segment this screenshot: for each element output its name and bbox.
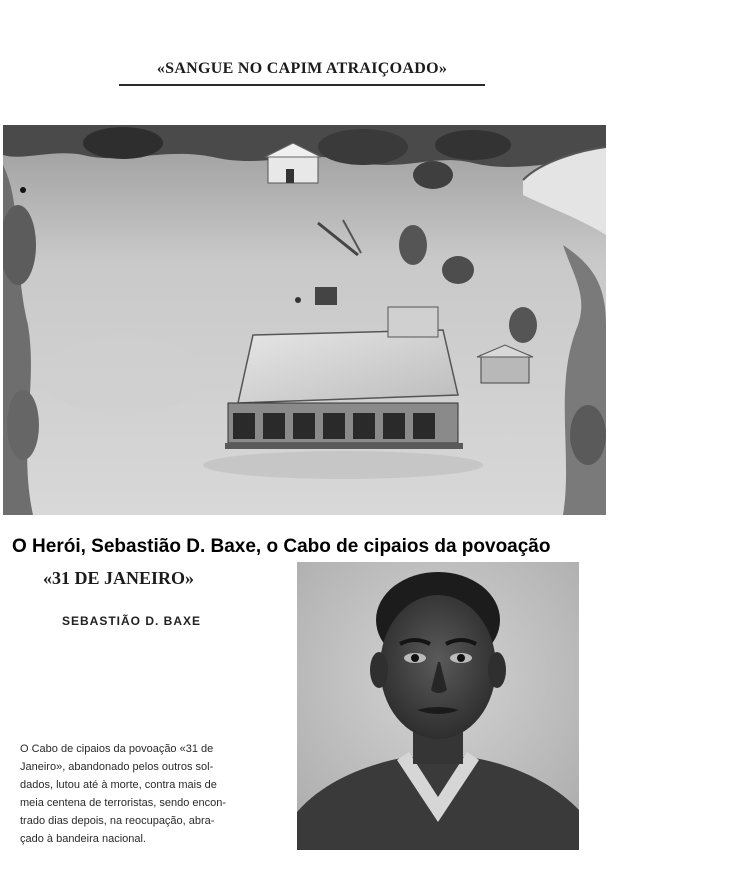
body-line: çado à bandeira nacional. xyxy=(20,833,146,845)
photo-caption: O Herói, Sebastião D. Baxe, o Cabo de cipaios da povoação xyxy=(12,536,551,557)
date-title: «31 DE JANEIRO» xyxy=(43,568,195,588)
headline: «SANGUE NO CAPIM ATRAIÇOADO» xyxy=(156,60,448,77)
body-line: trado dias depois, na reocupação, abra- xyxy=(20,815,215,827)
body-line: O Cabo de cipaios da povoação «31 de xyxy=(20,743,214,755)
headline-underline xyxy=(119,84,485,86)
body-line: dados, lutou até à morte, contra mais de xyxy=(20,779,217,791)
body-line: meia centena de terroristas, sendo encon- xyxy=(20,797,227,809)
aerial-photo xyxy=(3,125,606,515)
portrait-photo xyxy=(297,562,579,850)
body-paragraph xyxy=(20,740,272,848)
subject-name: SEBASTIÃO D. BAXE xyxy=(62,614,202,628)
body-line: Janeiro», abandonado pelos outros sol- xyxy=(20,761,214,773)
